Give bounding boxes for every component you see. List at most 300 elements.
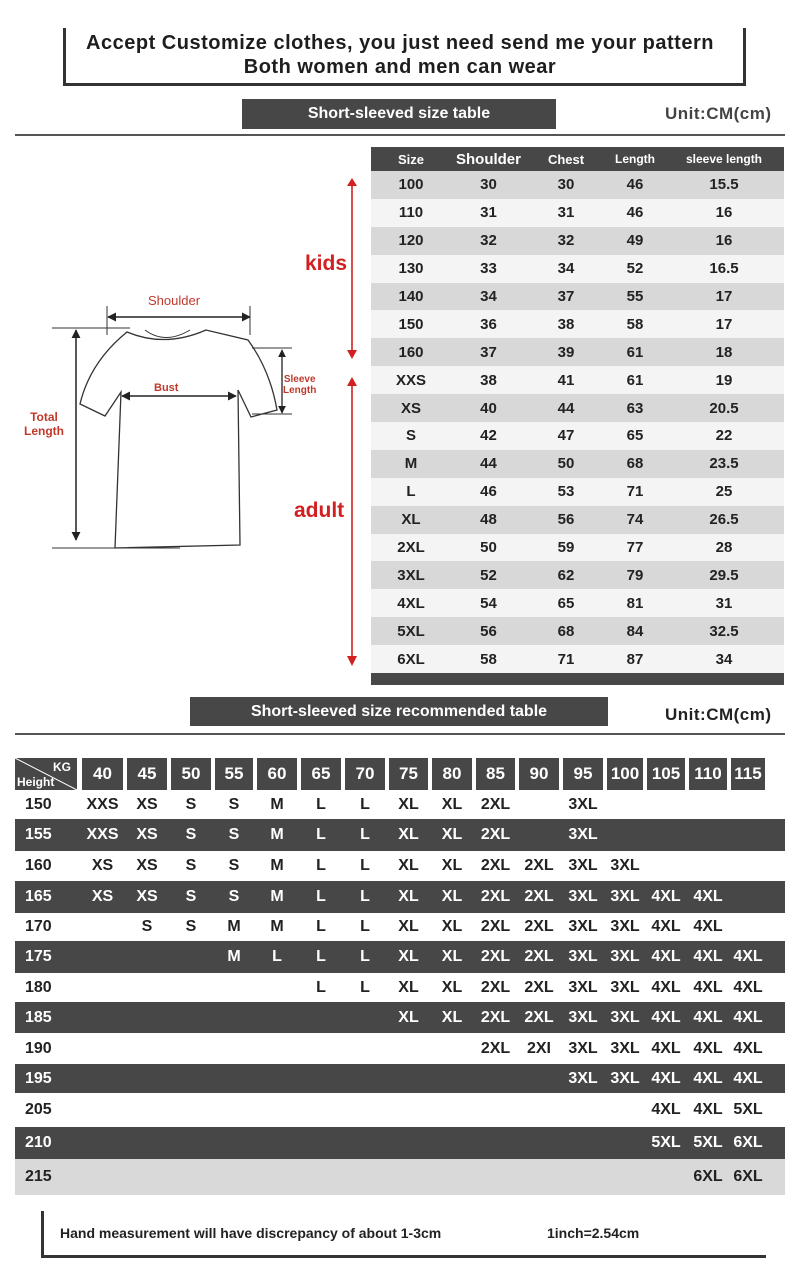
- size-table: [371, 147, 784, 685]
- cell-size: XXS: [395, 371, 426, 389]
- size-cell: 5XL: [693, 1134, 723, 1151]
- weight-header: 110: [689, 758, 727, 790]
- height-cell: 210: [25, 1134, 52, 1151]
- weight-header: 80: [432, 758, 472, 790]
- size-row: [371, 310, 784, 338]
- height-cell: 215: [25, 1168, 52, 1185]
- cell-shoulder: 36: [480, 315, 497, 333]
- size-row: [371, 394, 784, 422]
- size-cell: L: [360, 888, 370, 905]
- height-cell: 170: [25, 918, 52, 935]
- size-cell: XS: [136, 888, 158, 905]
- size-cell: 4XL: [693, 948, 723, 965]
- cell-chest: 32: [557, 232, 575, 250]
- recommended-body: [15, 790, 785, 1195]
- size-cell: 3XL: [610, 1008, 640, 1026]
- cell-shoulder: 58: [480, 650, 497, 668]
- size-cell: 6XL: [693, 1168, 723, 1185]
- size-cell: XL: [398, 1008, 419, 1026]
- size-cell: L: [360, 857, 370, 874]
- size-cell: XL: [441, 948, 463, 965]
- cell-length: 84: [626, 622, 644, 640]
- size-cell: S: [185, 826, 197, 843]
- recommended-unit: Unit:CM(cm): [665, 705, 772, 724]
- size-cell: 3XL: [610, 918, 640, 935]
- cell-sleeve-length: 23.5: [709, 455, 739, 473]
- height-cell: 190: [25, 1039, 52, 1057]
- size-row: [371, 589, 784, 617]
- sleeve-length-label: [283, 374, 316, 396]
- size-cell: 3XL: [568, 918, 598, 935]
- corner-cell: [15, 758, 77, 790]
- weight-header: 105: [647, 758, 685, 790]
- cell-sleeve-length: 15.5: [709, 176, 739, 194]
- cell-shoulder: 46: [480, 483, 497, 501]
- cell-sleeve-length: 32.5: [709, 622, 739, 640]
- size-cell: L: [316, 888, 326, 905]
- cell-chest: 34: [557, 260, 575, 278]
- size-row: [371, 478, 784, 506]
- size-cell: L: [360, 918, 370, 935]
- kids-label: kids: [305, 252, 348, 275]
- size-cell: XL: [441, 826, 463, 843]
- tshirt-outline: [80, 330, 277, 548]
- size-cell: 3XL: [568, 1039, 598, 1057]
- cell-size: 160: [398, 343, 424, 361]
- size-cell: 2XL: [524, 1008, 554, 1026]
- cell-length: 61: [626, 371, 644, 389]
- size-cell: 4XL: [733, 1008, 763, 1026]
- cell-chest: 37: [557, 288, 575, 305]
- size-cell: 3XL: [568, 948, 598, 965]
- recommended-row: [15, 1064, 785, 1093]
- cell-sleeve-length: 25: [715, 483, 733, 501]
- height-cell: 205: [25, 1101, 52, 1118]
- cell-length: 52: [626, 260, 644, 278]
- size-table-footer-bar: [371, 673, 784, 685]
- size-cell: L: [272, 948, 282, 965]
- size-cell: XS: [136, 826, 158, 843]
- size-cell: L: [316, 795, 326, 813]
- cell-length: 55: [626, 288, 644, 305]
- weight-header: 65: [301, 758, 341, 790]
- cell-size: 6XL: [397, 650, 425, 668]
- cell-shoulder: 38: [480, 371, 497, 389]
- size-cell: 4XL: [693, 918, 723, 935]
- cell-chest: 59: [557, 539, 575, 557]
- size-cell: 4XL: [693, 1101, 723, 1118]
- cell-length: 61: [626, 343, 644, 361]
- size-cell: 3XL: [610, 948, 640, 965]
- size-cell: 3XL: [610, 1039, 640, 1057]
- cell-sleeve-length: 17: [715, 288, 733, 305]
- size-cell: 2XL: [524, 857, 554, 874]
- col-shoulder: Shoulder: [455, 150, 521, 168]
- inch-conversion: 1inch=2.54cm: [547, 1225, 640, 1241]
- shoulder-label: Shoulder: [148, 293, 201, 308]
- cell-length: 87: [626, 650, 644, 668]
- size-cell: 2XL: [480, 918, 511, 935]
- size-cell: 3XL: [610, 978, 640, 996]
- size-cell: S: [228, 795, 240, 813]
- size-row: [371, 338, 784, 366]
- cell-shoulder: 42: [480, 427, 497, 445]
- size-cell: 2XL: [524, 978, 554, 996]
- size-table-header: [371, 147, 784, 171]
- size-cell: S: [185, 857, 197, 874]
- size-row: [371, 617, 784, 645]
- weight-header: 95: [563, 758, 603, 790]
- size-table-banner: Short-sleeved size table: [242, 99, 556, 129]
- size-cell: S: [185, 888, 197, 905]
- size-cell: 3XL: [568, 795, 598, 813]
- cell-size: 5XL: [397, 622, 425, 640]
- size-cell: M: [227, 918, 241, 935]
- size-cell: XS: [136, 857, 158, 874]
- size-cell: L: [316, 826, 326, 843]
- total-label-line2: Length: [24, 424, 64, 438]
- cell-size: 4XL: [397, 594, 425, 612]
- cell-length: 49: [626, 232, 644, 250]
- recommended-row: [15, 1159, 785, 1195]
- size-row: [371, 199, 784, 227]
- cell-chest: 71: [557, 650, 575, 668]
- cell-shoulder: 37: [480, 343, 497, 361]
- header-line-2: Both women and men can wear: [243, 56, 557, 78]
- cell-sleeve-length: 29.5: [709, 566, 739, 584]
- weight-header: 45: [127, 758, 167, 790]
- cell-chest: 30: [557, 176, 575, 194]
- size-cell: L: [316, 918, 326, 935]
- cell-chest: 41: [557, 371, 575, 389]
- size-row: [371, 506, 784, 534]
- weight-header: 60: [257, 758, 297, 790]
- cell-length: 81: [626, 594, 644, 612]
- size-cell: XL: [441, 888, 463, 905]
- recommended-row: [15, 851, 785, 881]
- size-cell: 4XL: [693, 1069, 723, 1087]
- size-cell: 4XL: [693, 1008, 723, 1026]
- size-cell: 4XL: [651, 1069, 681, 1087]
- cell-length: 58: [626, 315, 644, 333]
- measurement-note: Hand measurement will have discrepancy of about 1-3cm: [60, 1225, 442, 1241]
- size-cell: 6XL: [733, 1168, 763, 1185]
- size-cell: 3XL: [568, 978, 598, 996]
- recommended-row: [15, 1093, 785, 1127]
- cell-length: 46: [626, 176, 644, 194]
- cell-size: 110: [398, 204, 424, 222]
- divider: [15, 134, 785, 136]
- cell-length: 63: [626, 399, 644, 417]
- cell-chest: 31: [557, 204, 575, 222]
- header-line-1: Accept Customize clothes, you just need send me your pattern: [86, 32, 714, 54]
- size-cell: S: [228, 888, 240, 905]
- cell-size: L: [406, 483, 416, 501]
- size-cell: L: [316, 857, 326, 874]
- recommended-row: [15, 1002, 785, 1033]
- weight-header: 100: [607, 758, 643, 790]
- cell-chest: 53: [557, 483, 575, 501]
- cell-sleeve-length: 16.5: [709, 260, 739, 278]
- corner-kg: KG: [53, 760, 71, 774]
- size-cell: 2XI: [526, 1039, 551, 1057]
- weight-header: 115: [731, 758, 765, 790]
- height-cell: 165: [25, 888, 52, 905]
- size-cell: XL: [398, 857, 419, 874]
- size-row: [371, 283, 784, 311]
- weight-header: 40: [82, 758, 123, 790]
- size-row: [371, 422, 784, 450]
- size-row: [371, 171, 784, 199]
- size-cell: XL: [398, 888, 419, 905]
- cell-sleeve-length: 34: [715, 650, 733, 668]
- cell-length: 74: [626, 511, 644, 529]
- size-cell: 2XL: [524, 888, 554, 905]
- cell-chest: 56: [557, 511, 575, 529]
- size-cell: 4XL: [651, 918, 681, 935]
- size-cell: 3XL: [568, 1008, 598, 1026]
- size-cell: L: [360, 826, 370, 843]
- size-cell: 2XL: [480, 795, 511, 813]
- bust-label: Bust: [154, 382, 179, 394]
- size-cell: XL: [441, 857, 463, 874]
- cell-shoulder: 44: [480, 455, 497, 473]
- cell-sleeve-length: 17: [715, 315, 733, 333]
- cell-shoulder: 48: [480, 511, 497, 529]
- size-cell: 4XL: [651, 1101, 681, 1118]
- weight-header: 85: [476, 758, 515, 790]
- size-cell: 4XL: [651, 978, 681, 996]
- size-table-body: [371, 171, 784, 673]
- cell-length: 77: [626, 539, 644, 557]
- size-cell: 3XL: [568, 888, 598, 905]
- cell-chest: 47: [557, 427, 575, 445]
- size-cell: 4XL: [651, 1008, 681, 1026]
- cell-size: M: [404, 455, 418, 473]
- cell-size: XS: [400, 399, 421, 417]
- recommended-banner: Short-sleeved size recommended table: [190, 697, 608, 726]
- size-cell: 4XL: [733, 978, 763, 996]
- size-cell: 4XL: [733, 1069, 763, 1087]
- cell-sleeve-length: 31: [715, 594, 733, 612]
- size-cell: 4XL: [733, 948, 763, 965]
- size-cell: XS: [91, 857, 114, 874]
- size-row: [371, 227, 784, 255]
- cell-sleeve-length: 26.5: [709, 511, 739, 529]
- height-cell: 155: [25, 826, 52, 843]
- size-cell: M: [270, 795, 284, 813]
- cell-chest: 62: [557, 566, 575, 584]
- cell-sleeve-length: 19: [715, 371, 733, 389]
- size-cell: 2XL: [480, 888, 511, 905]
- size-cell: 4XL: [651, 1039, 681, 1057]
- total-label-line1: Total: [30, 410, 58, 424]
- size-row: [371, 561, 784, 589]
- size-cell: XL: [441, 795, 463, 813]
- size-cell: L: [316, 948, 326, 965]
- height-cell: 160: [25, 857, 52, 874]
- weight-header: 75: [389, 758, 428, 790]
- size-row: [371, 450, 784, 478]
- cell-length: 79: [626, 566, 644, 584]
- weight-header: 90: [519, 758, 559, 790]
- recommended-row: [15, 913, 785, 941]
- size-cell: S: [141, 918, 153, 935]
- size-cell: XL: [398, 948, 419, 965]
- size-cell: M: [270, 826, 284, 843]
- cell-shoulder: 30: [480, 176, 497, 194]
- col-length: Length: [615, 152, 655, 166]
- size-row: [371, 645, 784, 673]
- cell-length: 71: [626, 483, 644, 501]
- cell-chest: 44: [557, 399, 575, 417]
- cell-size: 3XL: [397, 566, 425, 584]
- size-cell: 2XL: [480, 948, 511, 965]
- size-cell: L: [360, 795, 370, 813]
- recommended-row: [15, 790, 785, 819]
- size-table-unit: Unit:CM(cm): [665, 104, 772, 123]
- size-cell: XL: [441, 918, 463, 935]
- recommended-row: [15, 881, 785, 913]
- height-cell: 180: [25, 978, 52, 996]
- size-cell: XL: [398, 826, 419, 843]
- size-cell: 3XL: [610, 888, 640, 905]
- size-cell: XL: [398, 795, 419, 813]
- size-cell: XS: [136, 795, 158, 813]
- size-row: [371, 534, 784, 562]
- size-cell: 3XL: [568, 857, 598, 874]
- cell-sleeve-length: 16: [715, 232, 733, 250]
- cell-size: 100: [398, 176, 424, 194]
- sleeve-label-line2: Length: [283, 385, 317, 396]
- cell-size: S: [405, 427, 416, 445]
- height-cell: 195: [25, 1069, 52, 1087]
- size-cell: XL: [441, 1008, 463, 1026]
- size-cell: 2XL: [524, 918, 554, 935]
- recommended-row: [15, 819, 785, 851]
- size-cell: XL: [398, 978, 419, 996]
- cell-length: 68: [626, 455, 644, 473]
- cell-size: 150: [398, 315, 424, 333]
- size-cell: XL: [398, 918, 419, 935]
- cell-shoulder: 40: [480, 399, 497, 417]
- size-cell: M: [270, 888, 284, 905]
- cell-chest: 39: [557, 343, 575, 361]
- size-cell: 3XL: [568, 1069, 598, 1087]
- size-cell: 2XL: [480, 978, 511, 996]
- col-sleeve-length: sleeve length: [685, 152, 763, 166]
- size-cell: 4XL: [693, 1039, 723, 1057]
- recommended-row: [15, 1127, 785, 1159]
- cell-chest: 65: [557, 594, 575, 612]
- size-cell: 5XL: [651, 1134, 681, 1151]
- weight-header: 50: [171, 758, 211, 790]
- size-cell: 4XL: [693, 978, 723, 996]
- cell-chest: 38: [557, 315, 575, 333]
- size-cell: 2XL: [480, 826, 511, 843]
- size-cell: S: [185, 918, 197, 935]
- size-cell: M: [270, 857, 284, 874]
- cell-shoulder: 50: [480, 539, 497, 557]
- cell-size: 130: [398, 260, 424, 278]
- size-cell: XXS: [86, 795, 119, 813]
- size-cell: XL: [441, 978, 463, 996]
- height-cell: 185: [25, 1008, 52, 1026]
- adult-label: adult: [294, 499, 345, 522]
- weight-header: 55: [215, 758, 253, 790]
- col-chest: Chest: [547, 151, 585, 167]
- cell-sleeve-length: 20.5: [709, 399, 739, 417]
- cell-sleeve-length: 16: [715, 204, 733, 222]
- cell-shoulder: 52: [480, 566, 497, 584]
- size-cell: 5XL: [733, 1101, 763, 1118]
- recommended-header: [15, 758, 785, 790]
- cell-shoulder: 33: [480, 260, 497, 278]
- size-row: [371, 255, 784, 283]
- weight-header: 70: [345, 758, 385, 790]
- cell-sleeve-length: 18: [715, 343, 733, 361]
- cell-length: 46: [626, 204, 644, 222]
- size-cell: L: [360, 948, 370, 965]
- cell-shoulder: 32: [480, 232, 497, 250]
- cell-size: 2XL: [397, 539, 425, 557]
- size-cell: M: [227, 948, 241, 965]
- size-cell: 2XL: [480, 1008, 511, 1026]
- size-cell: 4XL: [733, 1039, 763, 1057]
- size-cell: L: [316, 978, 326, 996]
- recommended-row: [15, 941, 785, 973]
- size-cell: L: [360, 978, 370, 996]
- size-cell: S: [228, 826, 240, 843]
- col-size: Size: [397, 151, 424, 167]
- size-cell: XS: [91, 888, 114, 905]
- corner-height: Height: [17, 775, 55, 789]
- cell-shoulder: 54: [480, 594, 497, 612]
- cell-length: 65: [626, 427, 644, 445]
- cell-shoulder: 56: [480, 622, 497, 640]
- recommended-table: [15, 758, 785, 1195]
- size-cell: 4XL: [651, 888, 681, 905]
- sleeve-label-line1: Sleeve: [283, 374, 316, 385]
- cell-size: 120: [398, 232, 424, 250]
- cell-sleeve-length: 28: [715, 539, 733, 557]
- cell-sleeve-length: 22: [715, 427, 733, 445]
- size-cell: M: [270, 918, 284, 935]
- divider: [15, 733, 785, 735]
- cell-chest: 50: [557, 455, 575, 473]
- total-length-label: [24, 410, 64, 438]
- recommended-row: [15, 973, 785, 1002]
- recommended-row: [15, 1033, 785, 1064]
- size-cell: S: [185, 795, 197, 813]
- size-cell: 4XL: [693, 888, 723, 905]
- size-cell: 2XL: [524, 948, 554, 965]
- size-cell: XXS: [86, 826, 119, 843]
- size-cell: 4XL: [651, 948, 681, 965]
- cell-chest: 68: [557, 622, 575, 640]
- cell-size: XL: [401, 511, 421, 529]
- cell-size: 140: [398, 288, 424, 305]
- size-cell: 3XL: [610, 857, 640, 874]
- cell-shoulder: 34: [480, 288, 497, 305]
- size-cell: 2XL: [480, 1039, 511, 1057]
- size-cell: 3XL: [610, 1069, 640, 1087]
- height-cell: 175: [25, 948, 52, 965]
- size-cell: 2XL: [480, 857, 511, 874]
- size-cell: S: [228, 857, 240, 874]
- size-cell: 3XL: [568, 826, 598, 843]
- height-cell: 150: [25, 795, 52, 813]
